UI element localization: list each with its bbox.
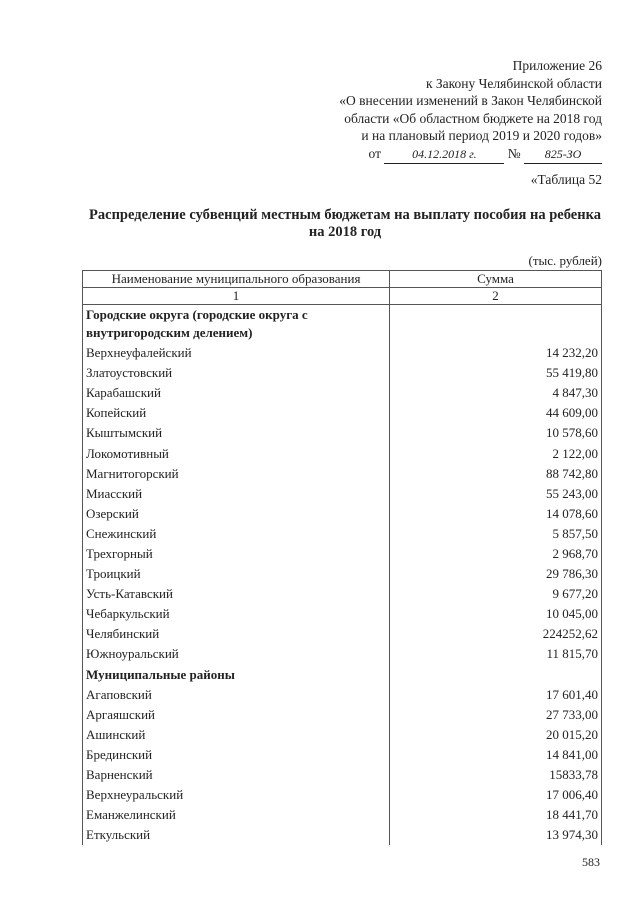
- municipality-name: Чебаркульский: [83, 604, 390, 624]
- table-row: [83, 705, 602, 725]
- amount-value: 20 015,20: [390, 725, 602, 745]
- amount-value: 224252,62: [390, 624, 602, 644]
- municipality-name: Варненский: [83, 765, 390, 785]
- amount-value: 55 243,00: [390, 484, 602, 504]
- municipality-name: Верхнеуфалейский: [83, 343, 390, 363]
- municipality-name: Аргаяшский: [83, 705, 390, 725]
- municipality-name: Снежинский: [83, 524, 390, 544]
- table-header-row: [83, 271, 602, 288]
- column-number: 2: [390, 288, 602, 305]
- section-amount-cell: [390, 305, 602, 344]
- table-row: [83, 504, 602, 524]
- table-row: [83, 725, 602, 745]
- table-row: [83, 825, 602, 845]
- annex-line: и на плановый период 2019 и 2020 годов»: [361, 128, 602, 143]
- municipality-name: Южноуральский: [83, 644, 390, 664]
- table-row: [83, 403, 602, 423]
- table-row: [83, 343, 602, 363]
- annex-line: «О внесении изменений в Закон Челябинской: [339, 93, 602, 108]
- table-row: [83, 785, 602, 805]
- table-row: [83, 363, 602, 383]
- table-number: «Таблица 52: [530, 172, 602, 187]
- municipality-name: Карабашский: [83, 383, 390, 403]
- page-title: Распределение субвенций местным бюджетам на выплату пособия на ребенка на 2018 год: [89, 207, 601, 240]
- amount-value: 2 122,00: [390, 443, 602, 463]
- municipality-name: Магнитогорский: [83, 464, 390, 484]
- column-header-name: Наименование муниципального образования: [83, 271, 390, 288]
- annex-header: [339, 57, 602, 164]
- subsidy-table: [82, 270, 602, 845]
- law-date: 04.12.2018 г.: [384, 146, 504, 165]
- column-header-amount: Сумма: [390, 271, 602, 288]
- amount-value: 29 786,30: [390, 564, 602, 584]
- amount-value: 27 733,00: [390, 705, 602, 725]
- amount-value: 15833,78: [390, 765, 602, 785]
- amount-value: 4 847,30: [390, 383, 602, 403]
- municipality-name: Миасский: [83, 484, 390, 504]
- amount-value: 14 078,60: [390, 504, 602, 524]
- municipality-name: Челябинский: [83, 624, 390, 644]
- table-row: [83, 423, 602, 443]
- municipality-name: Верхнеуральский: [83, 785, 390, 805]
- municipality-name: Копейский: [83, 403, 390, 423]
- municipality-name: Усть-Катавский: [83, 584, 390, 604]
- municipality-name: Еткульский: [83, 825, 390, 845]
- section-title: Муниципальные районы: [83, 665, 390, 685]
- table-row: [83, 524, 602, 544]
- amount-value: 11 815,70: [390, 644, 602, 664]
- amount-value: 10 578,60: [390, 423, 602, 443]
- amount-value: 14 232,20: [390, 343, 602, 363]
- municipality-name: Брединский: [83, 745, 390, 765]
- page-number: 583: [582, 855, 600, 869]
- amount-value: 5 857,50: [390, 524, 602, 544]
- municipality-name: Трехгорный: [83, 544, 390, 564]
- table-row: [83, 685, 602, 705]
- law-date-number: [339, 145, 602, 165]
- column-number: 1: [83, 288, 390, 305]
- table-row: [83, 443, 602, 463]
- municipality-name: Ашинский: [83, 725, 390, 745]
- annex-line: области «Об областном бюджете на 2018 год: [344, 110, 602, 126]
- units-label: (тыс. рублей): [528, 253, 602, 268]
- municipality-name: Локомотивный: [83, 443, 390, 463]
- amount-value: 44 609,00: [390, 403, 602, 423]
- amount-value: 17 601,40: [390, 685, 602, 705]
- municipality-name: Троицкий: [83, 564, 390, 584]
- law-number: 825-ЗО: [524, 146, 602, 165]
- municipality-name: Еманжелинский: [83, 805, 390, 825]
- table-row: [83, 745, 602, 765]
- section-amount-cell: [390, 665, 602, 685]
- municipality-name: Агаповский: [83, 685, 390, 705]
- amount-value: 55 419,80: [390, 363, 602, 383]
- column-number-row: [83, 288, 602, 305]
- section-title: Городские округа (городские округа с внутригородским делением): [83, 305, 390, 344]
- table-row: [83, 765, 602, 785]
- section-row: [83, 305, 602, 344]
- amount-value: 13 974,30: [390, 825, 602, 845]
- table-row: [83, 544, 602, 564]
- municipality-name: Озерский: [83, 504, 390, 524]
- table-row: [83, 464, 602, 484]
- annex-line: к Закону Челябинской области: [425, 75, 602, 91]
- section-row: [83, 665, 602, 685]
- amount-value: 9 677,20: [390, 584, 602, 604]
- table-row: [83, 383, 602, 403]
- amount-value: 17 006,40: [390, 785, 602, 805]
- amount-value: 10 045,00: [390, 604, 602, 624]
- municipality-name: Кыштымский: [83, 423, 390, 443]
- table-row: [83, 805, 602, 825]
- amount-value: 18 441,70: [390, 805, 602, 825]
- municipality-name: Златоустовский: [83, 363, 390, 383]
- table-row: [83, 484, 602, 504]
- number-label: №: [507, 145, 521, 161]
- amount-value: 88 742,80: [390, 464, 602, 484]
- table-row: [83, 624, 602, 644]
- amount-value: 14 841,00: [390, 745, 602, 765]
- table-row: [83, 564, 602, 584]
- table-row: [83, 644, 602, 664]
- table-row: [83, 584, 602, 604]
- annex-line: Приложение 26: [512, 58, 602, 73]
- from-label: от: [368, 145, 381, 161]
- amount-value: 2 968,70: [390, 544, 602, 564]
- table-row: [83, 604, 602, 624]
